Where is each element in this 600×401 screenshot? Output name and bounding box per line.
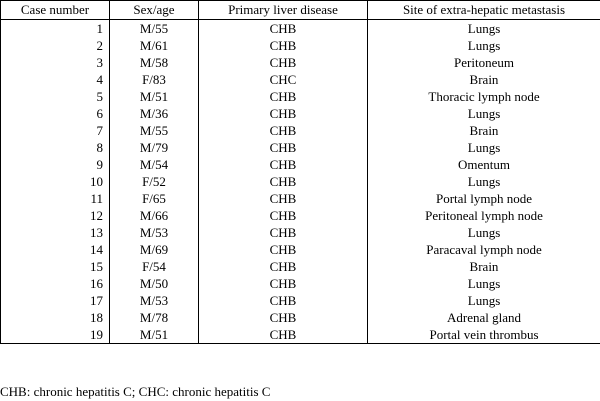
header-row	[1, 1, 600, 20]
metastasis-site-cell: Brain	[368, 71, 600, 88]
metastasis-site-cell: Lungs	[368, 105, 600, 122]
table-row	[1, 122, 600, 139]
case-number-cell: 5	[1, 88, 110, 105]
primary-disease-cell: CHB	[199, 54, 368, 71]
table-row	[1, 326, 600, 344]
case-number-cell: 18	[1, 309, 110, 326]
metastasis-site-cell: Peritoneum	[368, 54, 600, 71]
primary-disease-cell: CHB	[199, 88, 368, 105]
sex-age-cell: M/55	[110, 20, 199, 38]
header-primary-liver-disease: Primary liver disease	[199, 1, 368, 20]
metastasis-site-cell: Adrenal gland	[368, 309, 600, 326]
table-row	[1, 71, 600, 88]
primary-disease-cell: CHB	[199, 292, 368, 309]
case-number-cell: 6	[1, 105, 110, 122]
case-number-cell: 10	[1, 173, 110, 190]
sex-age-cell: F/65	[110, 190, 199, 207]
sex-age-cell: F/52	[110, 173, 199, 190]
sex-age-cell: M/58	[110, 54, 199, 71]
case-number-cell: 15	[1, 258, 110, 275]
metastasis-site-cell: Omentum	[368, 156, 600, 173]
metastasis-site-cell: Lungs	[368, 37, 600, 54]
metastasis-site-cell: Portal vein thrombus	[368, 326, 600, 344]
case-number-cell: 19	[1, 326, 110, 344]
sex-age-cell: M/36	[110, 105, 199, 122]
sex-age-cell: M/69	[110, 241, 199, 258]
primary-disease-cell: CHB	[199, 139, 368, 156]
case-number-cell: 12	[1, 207, 110, 224]
metastasis-site-cell: Lungs	[368, 292, 600, 309]
case-number-cell: 11	[1, 190, 110, 207]
table-row	[1, 207, 600, 224]
table-row	[1, 156, 600, 173]
metastasis-site-cell: Lungs	[368, 139, 600, 156]
primary-disease-cell: CHB	[199, 258, 368, 275]
primary-disease-cell: CHB	[199, 37, 368, 54]
table-row	[1, 105, 600, 122]
header-sex-age: Sex/age	[110, 1, 199, 20]
sex-age-cell: F/54	[110, 258, 199, 275]
metastasis-site-cell: Brain	[368, 122, 600, 139]
primary-disease-cell: CHB	[199, 20, 368, 38]
table-row	[1, 88, 600, 105]
sex-age-cell: M/61	[110, 37, 199, 54]
primary-disease-cell: CHB	[199, 326, 368, 344]
case-number-cell: 2	[1, 37, 110, 54]
case-number-cell: 8	[1, 139, 110, 156]
primary-disease-cell: CHB	[199, 207, 368, 224]
primary-disease-cell: CHC	[199, 71, 368, 88]
case-number-cell: 3	[1, 54, 110, 71]
sex-age-cell: M/66	[110, 207, 199, 224]
sex-age-cell: M/78	[110, 309, 199, 326]
sex-age-cell: M/50	[110, 275, 199, 292]
primary-disease-cell: CHB	[199, 275, 368, 292]
metastasis-site-cell: Brain	[368, 258, 600, 275]
metastasis-site-cell: Peritoneal lymph node	[368, 207, 600, 224]
metastasis-site-cell: Paracaval lymph node	[368, 241, 600, 258]
header-case-number: Case number	[1, 1, 110, 20]
table-row	[1, 309, 600, 326]
metastasis-site-cell: Portal lymph node	[368, 190, 600, 207]
primary-disease-cell: CHB	[199, 190, 368, 207]
table-footnote: CHB: chronic hepatitis C; CHC: chronic hepatitis C	[0, 384, 271, 399]
case-number-cell: 17	[1, 292, 110, 309]
primary-disease-cell: CHB	[199, 156, 368, 173]
sex-age-cell: M/51	[110, 326, 199, 344]
sex-age-cell: M/53	[110, 292, 199, 309]
primary-disease-cell: CHB	[199, 309, 368, 326]
case-number-cell: 7	[1, 122, 110, 139]
primary-disease-cell: CHB	[199, 105, 368, 122]
primary-disease-cell: CHB	[199, 173, 368, 190]
table-row	[1, 241, 600, 258]
metastasis-site-cell: Lungs	[368, 20, 600, 38]
table-row	[1, 292, 600, 309]
table-row	[1, 275, 600, 292]
sex-age-cell: M/53	[110, 224, 199, 241]
table-row	[1, 54, 600, 71]
primary-disease-cell: CHB	[199, 224, 368, 241]
table-row	[1, 37, 600, 54]
case-number-cell: 16	[1, 275, 110, 292]
metastasis-site-cell: Thoracic lymph node	[368, 88, 600, 105]
table-row	[1, 224, 600, 241]
table-row	[1, 173, 600, 190]
table-body	[1, 20, 600, 344]
table-row	[1, 139, 600, 156]
metastasis-site-cell: Lungs	[368, 224, 600, 241]
sex-age-cell: M/51	[110, 88, 199, 105]
table-row	[1, 190, 600, 207]
primary-disease-cell: CHB	[199, 241, 368, 258]
metastasis-site-cell: Lungs	[368, 275, 600, 292]
case-number-cell: 9	[1, 156, 110, 173]
case-number-cell: 14	[1, 241, 110, 258]
sex-age-cell: M/54	[110, 156, 199, 173]
primary-disease-cell: CHB	[199, 122, 368, 139]
sex-age-cell: M/79	[110, 139, 199, 156]
table-row	[1, 20, 600, 38]
table-header	[1, 1, 600, 20]
table-row	[1, 258, 600, 275]
header-metastasis-site: Site of extra-hepatic metastasis	[368, 1, 600, 20]
metastasis-site-cell: Lungs	[368, 173, 600, 190]
sex-age-cell: F/83	[110, 71, 199, 88]
case-number-cell: 1	[1, 20, 110, 38]
case-number-cell: 13	[1, 224, 110, 241]
case-number-cell: 4	[1, 71, 110, 88]
sex-age-cell: M/55	[110, 122, 199, 139]
